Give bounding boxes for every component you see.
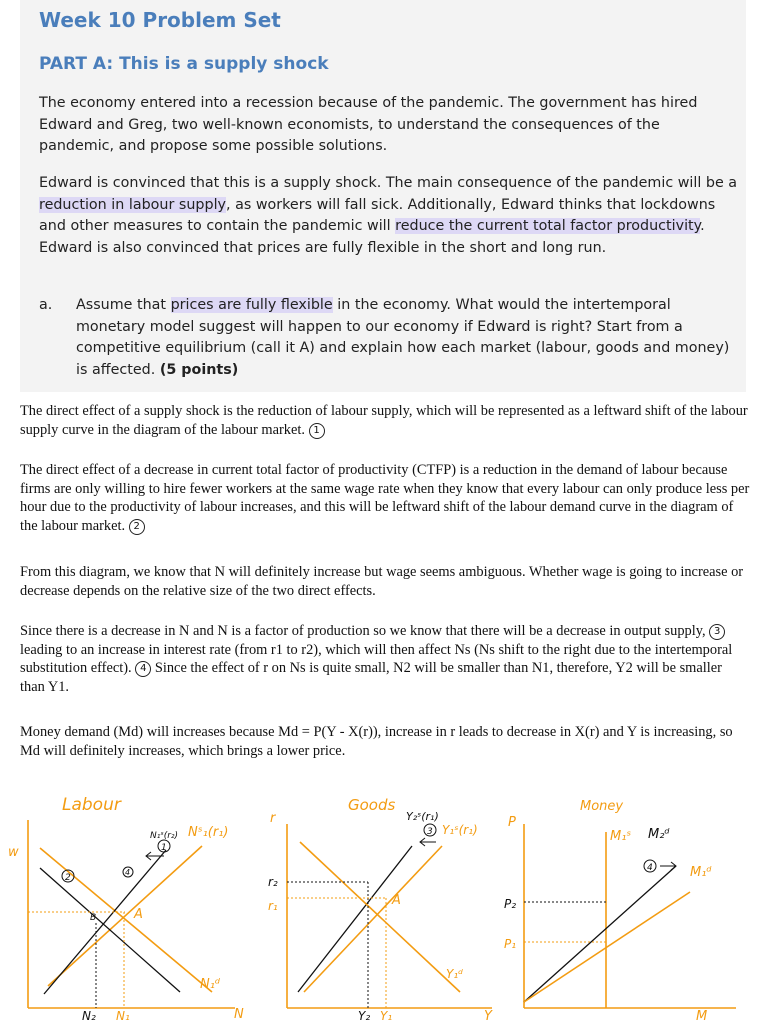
labour-diagram xyxy=(8,795,244,1023)
labour-point-a: A xyxy=(134,907,143,922)
labour-point-b: B xyxy=(90,913,97,923)
labour-mark-2-text: 2 xyxy=(65,873,71,883)
money-x-label: M xyxy=(696,1009,708,1024)
labour-y-label: w xyxy=(8,845,19,860)
answer-paragraph-4 xyxy=(20,622,750,696)
labour-ns-r1-label: Nˢ₁(r₁) xyxy=(188,825,229,840)
money-diagram xyxy=(504,799,736,1024)
goods-x-label: Y xyxy=(484,1009,492,1024)
goods-title: Goods xyxy=(348,796,396,814)
money-mark-4-text: 4 xyxy=(647,863,653,873)
money-p1-label: P₁ xyxy=(504,937,517,951)
money-md1-label: M₁ᵈ xyxy=(690,865,712,880)
goods-r1-label: r₁ xyxy=(268,899,278,913)
money-demand-md2 xyxy=(524,866,676,1002)
answer-paragraph-5: Money demand (Md) will increases because Md = P(Y - X(r)), increase in r leads to decrease in X(r) and Y is increasing, so Md will definitely increases, which brings a lower price. xyxy=(20,724,733,759)
labour-n2-label: N₂ xyxy=(82,1009,96,1023)
labour-x-label: N xyxy=(234,1007,244,1022)
labour-mark-4-text: 4 xyxy=(125,868,131,877)
goods-supply-y1s xyxy=(304,846,442,992)
goods-y1-label: Y₁ xyxy=(380,1009,393,1023)
question-text xyxy=(76,295,741,381)
goods-supply-y2s xyxy=(298,846,412,992)
money-title: Money xyxy=(580,799,624,814)
money-y-label: P xyxy=(508,815,516,830)
intro-paragraph: The economy entered into a recession because of the pandemic. The government has hired Edward and Greg, two well-known economists, to understand the consequences of the pandemic, and propose some possible solutions. xyxy=(39,95,698,154)
money-ms-label: M₁ˢ xyxy=(610,829,632,844)
goods-r2-label: r₂ xyxy=(268,875,278,889)
goods-ys1-label: Y₁ˢ(r₁) xyxy=(442,823,478,837)
question-points: (5 points) xyxy=(159,361,239,378)
answer-text-4a: Since there is a decrease in N and N is a factor of production so we know that there will be a decrease in output supply, xyxy=(20,623,706,639)
money-p2-label: P₂ xyxy=(504,897,517,911)
mark-4-icon: 4 xyxy=(135,661,151,677)
labour-nd-label: N₁ᵈ xyxy=(200,977,221,992)
question-number: a. xyxy=(39,297,53,313)
page-title: Week 10 Problem Set xyxy=(39,8,281,32)
edward-text-2: , as workers will fall sick. Additionally, Edward thinks that lockdowns and other measures to contain the pandemic will xyxy=(39,196,716,234)
diagrams xyxy=(0,780,768,1024)
labour-ns-r2-label: N₁ˢ(r₂) xyxy=(150,831,179,841)
edward-text-1: Edward is convinced that this is a supply shock. The main consequence of the pandemic will be a xyxy=(39,175,738,191)
highlight-tfp: reduce the current total factor productivity xyxy=(395,218,701,234)
answer-text-1: The direct effect of a supply shock is the reduction of labour supply, which will be represented as a leftward shift of the labour supply curve in the diagram of the labour market. xyxy=(20,403,748,438)
labour-mark-1-text: 1 xyxy=(161,843,167,853)
goods-y2-label: Y₂ xyxy=(358,1009,371,1023)
answer-paragraph-3: From this diagram, we know that N will definitely increase but wage seems ambiguous. Whether wage is going to increase or decrease depends on the relative size of the two direct effects. xyxy=(20,564,744,599)
part-heading: PART A: This is a supply shock xyxy=(39,54,329,74)
goods-mark-3-text: 3 xyxy=(427,827,433,837)
question-text-2: in the economy. What would the intertemporal monetary model suggest will happen to our economy if Edward is right? Start from a competitive equilibrium (call it A) and explain how each market (labour, goods and money) is affected. xyxy=(76,297,730,378)
highlight-flexible-prices: prices are fully flexible xyxy=(170,297,333,313)
mark-1-icon: 1 xyxy=(309,423,325,439)
goods-yd-label: Y₁ᵈ xyxy=(446,967,464,981)
edward-paragraph xyxy=(39,173,739,259)
goods-ys2-label: Y₂ˢ(r₁) xyxy=(406,810,439,823)
labour-title: Labour xyxy=(62,795,121,815)
mark-3-icon: 3 xyxy=(709,624,725,640)
goods-diagram xyxy=(268,796,493,1024)
goods-point-a: A xyxy=(392,893,401,908)
answer-text-2: The direct effect of a decrease in current total factor of productivity (CTFP) is a reduction in the demand of labour because firms are only willing to hire fewer workers at the same wage rate when they know that every labour can only produce less per hour due to the productivity of labour increases, and this will be leftward shift of the labour demand curve in the diagram of the labour market. xyxy=(20,462,750,534)
highlight-labour-supply: reduction in labour supply xyxy=(39,196,226,213)
goods-y-label: r xyxy=(270,811,276,826)
question-text-1: Assume that xyxy=(76,297,171,313)
goods-demand-y1d xyxy=(300,842,460,992)
money-md2-label: M₂ᵈ xyxy=(648,827,670,842)
answer-paragraph-1 xyxy=(20,402,750,439)
answer-text-4c: Since the effect of r on Ns is quite small, N2 will be smaller than N1, therefore, Y2 will be smaller than Y1. xyxy=(20,660,722,695)
money-demand-md1 xyxy=(524,892,690,1002)
mark-2-icon: 2 xyxy=(129,519,145,535)
labour-n1-label: N₁ xyxy=(116,1009,130,1023)
labour-supply-shifted xyxy=(44,850,166,994)
edward-text-3: . Edward is also convinced that prices are fully flexible in the short and long run. xyxy=(39,218,705,256)
answer-text-4b: leading to an increase in interest rate (from r1 to r2), which will then affect Ns (Ns shift to the right due to the intertemporal substitution effect). xyxy=(20,641,733,676)
problem-box xyxy=(20,0,746,392)
answer-paragraph-2 xyxy=(20,461,750,535)
